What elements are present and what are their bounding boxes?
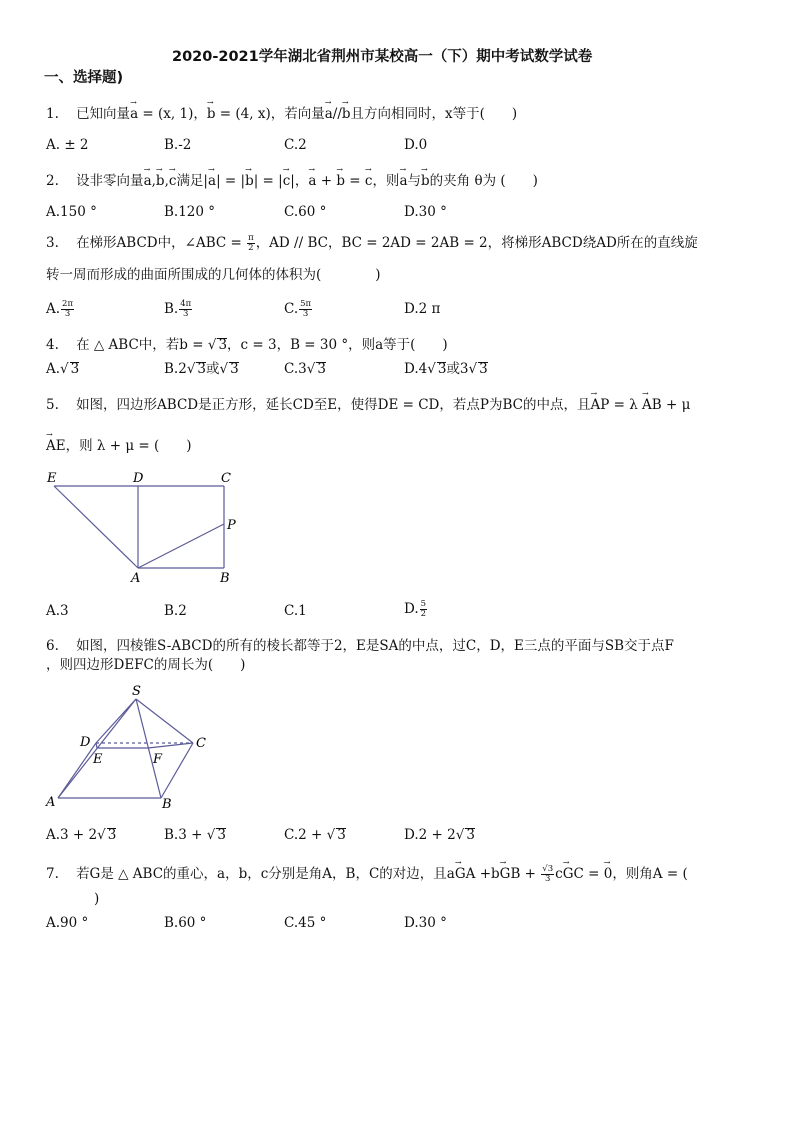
q6-option-b: B.3 + √ 3 bbox=[164, 827, 226, 843]
section-heading: 一、选择题) bbox=[44, 70, 124, 86]
label-c: C bbox=[196, 736, 206, 751]
segment-de bbox=[96, 743, 97, 748]
edge-sc bbox=[136, 699, 193, 743]
q3-option-c: C. $\frac{5\pi}{3}$ bbox=[284, 299, 312, 319]
edge-ad bbox=[58, 743, 96, 798]
q4-option-d: D.4√ 3或3√ 3 bbox=[404, 361, 488, 377]
q1-option-a: A. ± 2 bbox=[46, 137, 89, 153]
q5-option-a: A.3 bbox=[46, 603, 69, 619]
square-figure bbox=[40, 462, 260, 587]
q7-option-a: A.90 ° bbox=[46, 915, 89, 931]
q1-option-b: B.-2 bbox=[164, 137, 192, 153]
q6-option-d: D.2 + 2√ 3 bbox=[404, 827, 475, 843]
question-6-line-2: ，则四边形DEFC的周长为( ) bbox=[46, 657, 246, 673]
question-5-line-2: → AE，则 λ + μ = ( ) bbox=[46, 440, 192, 454]
q6-option-a: A.3 + 2√ 3 bbox=[46, 827, 117, 843]
label-b: B bbox=[220, 571, 230, 586]
pyramid-figure bbox=[40, 680, 230, 812]
question-3-line-2: 转一周而形成的曲面所围成的几何体的体积为( ) bbox=[46, 267, 381, 283]
q7-option-b: B.60 ° bbox=[164, 915, 207, 931]
label-b: B bbox=[162, 797, 172, 812]
label-d: D bbox=[133, 471, 144, 486]
q5-option-b: B.2 bbox=[164, 603, 187, 619]
segment-fc bbox=[148, 743, 193, 748]
q2-option-b: B.120 ° bbox=[164, 204, 216, 220]
question-5: 5. 如图，四边形ABCD是正方形，延长CD至E，使得DE = CD，若点P为BC的中点，且→ AP = λ → AB + μ bbox=[46, 399, 690, 413]
edge-sd bbox=[96, 699, 136, 743]
q7-option-c: C.45 ° bbox=[284, 915, 327, 931]
page-title: 2020-2021学年湖北省荆州市某校高一（下）期中考试数学试卷 bbox=[172, 49, 593, 65]
q4-option-c: C.3√ 3 bbox=[284, 361, 326, 377]
question-7: 7. 若G是 △ ABC的重心，a，b，c分别是角A，B，C的对边，且a→ GA +b→ GB + $\frac{√3}{3}$ c→ GC = → 0，则角A = ( bbox=[46, 865, 688, 884]
label-c: C bbox=[221, 471, 231, 486]
question-1: 1. 已知向量→ a = (x, 1)，→ b = (4, x)，若向量→ a//→ b且方向相同时，x等于( ) bbox=[46, 108, 517, 122]
label-a: A bbox=[131, 571, 141, 586]
q5-option-c: C.1 bbox=[284, 603, 307, 619]
q2-option-c: C.60 ° bbox=[284, 204, 327, 220]
q3-option-d: D.2 π bbox=[404, 301, 441, 317]
q4-option-a: A.√ 3 bbox=[46, 361, 80, 377]
q7-option-d: D.30 ° bbox=[404, 915, 447, 931]
q3-option-b: B. $\frac{4\pi}{3}$ bbox=[164, 299, 192, 319]
question-6: 6. 如图，四棱锥S-ABCD的所有的棱长都等于2，E是SA的中点，过C，D，E三点的平面与SB交于点F bbox=[46, 638, 674, 654]
label-d: D bbox=[80, 735, 91, 750]
q4-option-b: B.2√ 3或√ 3 bbox=[164, 361, 239, 377]
q1-option-d: D.0 bbox=[404, 137, 428, 153]
q5-option-d: D. $\frac{5}{2}$ bbox=[404, 599, 427, 619]
q2-option-a: A.150 ° bbox=[46, 204, 97, 220]
q6-option-c: C.2 + √ 3 bbox=[284, 827, 346, 843]
label-a: A bbox=[46, 795, 56, 810]
label-p: P bbox=[227, 518, 236, 533]
question-7-line-2: ) bbox=[94, 891, 100, 907]
q2-option-d: D.30 ° bbox=[404, 204, 447, 220]
question-3: 3. 在梯形ABCD中，∠ABC = $\frac{\pi}{2}$ ，AD // BC，BC = 2AD = 2AB = 2，将梯形ABCD绕AD所在的直线旋 bbox=[46, 233, 698, 253]
edge-bc bbox=[161, 743, 193, 798]
q1-option-c: C.2 bbox=[284, 137, 307, 153]
segment-ea bbox=[54, 486, 138, 568]
q3-option-a: A. $\frac{2\pi}{3}$ bbox=[46, 299, 74, 319]
fraction-pi-over-2: $\frac{\pi}{2}$ bbox=[248, 233, 254, 253]
label-f: F bbox=[153, 752, 163, 767]
question-4: 4. 在 △ ABC中，若b = √ 3，c = 3，B = 30 °，则a等于( ) bbox=[46, 337, 448, 353]
segment-ap bbox=[138, 524, 224, 568]
label-s: S bbox=[132, 684, 141, 699]
label-e: E bbox=[47, 471, 57, 486]
question-2: 2. 设非零向量→ a,→ b,→ c满足|→ a| = |→ b| = |→ c|，→ a + → b = → c，则→ a与→ b的夹角 θ为 ( ) bbox=[46, 175, 538, 189]
fraction-sqrt3-over-3: $\frac{√3}{3}$ bbox=[542, 864, 554, 884]
label-e: E bbox=[93, 752, 103, 767]
